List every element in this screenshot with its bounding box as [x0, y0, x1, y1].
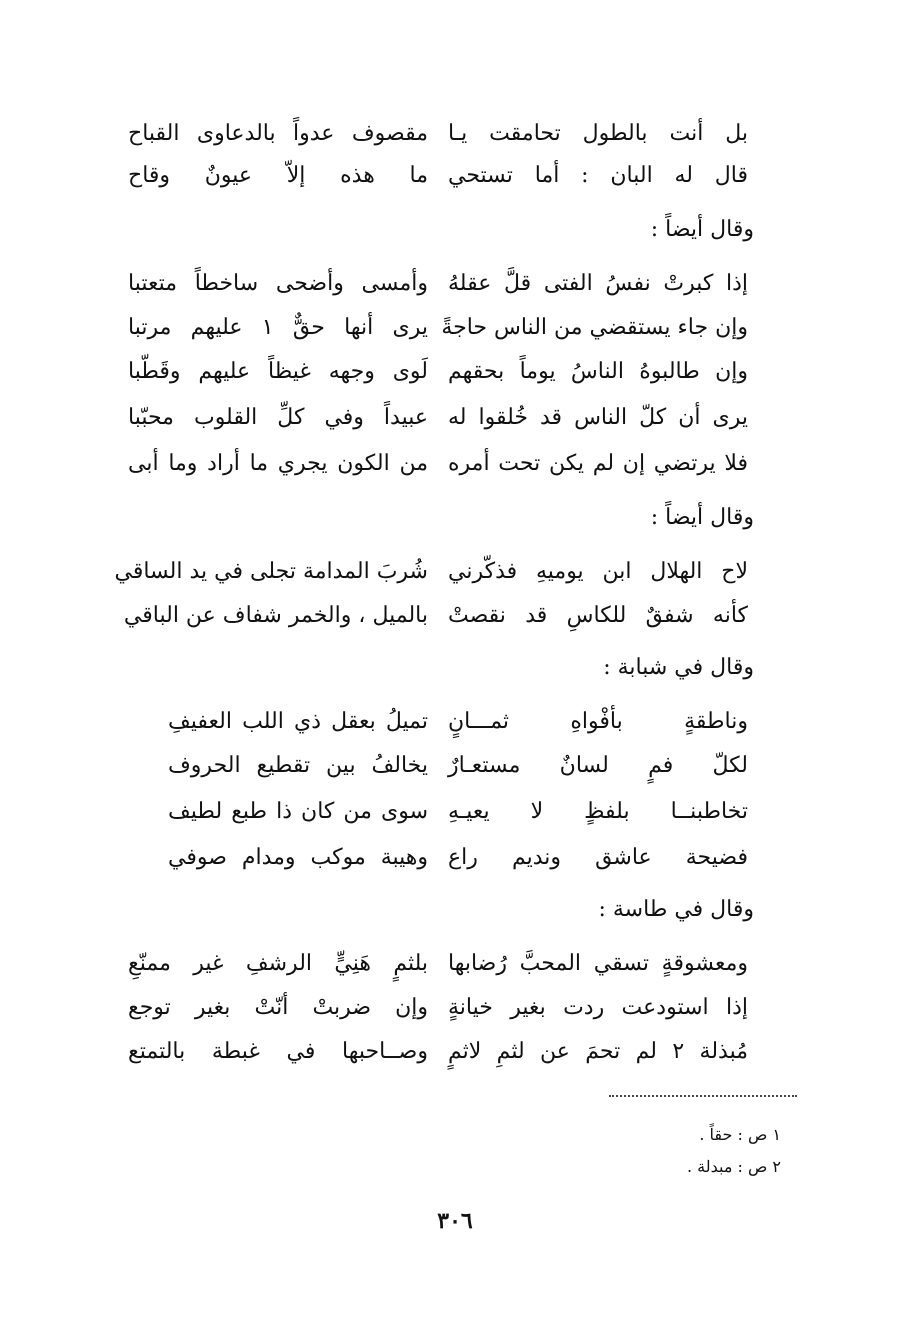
verse-line: [0, 748, 914, 788]
verse-line: [0, 794, 914, 834]
verse-second-hemistich: وأمسى وأضحى ساخطاً متعتبا: [128, 271, 428, 296]
verse-line: [0, 990, 914, 1030]
verse-second-hemistich: من الكون يجري ما أراد وما أبى: [128, 451, 428, 476]
verse-second-hemistich: شُربَ المدامة تجلى في يد الساقي: [114, 559, 428, 584]
verse-first-hemistich: وإن جاء يستقضي من الناس حاجةً: [441, 315, 748, 340]
footnote: ٢ ص : مبدلة .: [686, 1157, 781, 1176]
verse-first-hemistich: لكلّ فمٍ لسانٌ مستعـارٌ: [448, 753, 748, 778]
verse-first-hemistich: كأنه شفقٌ للكاسِ قد نقصتْ: [448, 603, 748, 628]
verse-second-hemistich: مقصوف عدواً بالدعاوى القباح: [128, 121, 428, 146]
verse-line: [0, 310, 914, 350]
verse-second-hemistich: ما هذه إلاّ عيونٌ وقاح: [128, 163, 428, 188]
verse-first-hemistich: تخاطبنــا بلفظٍ لا يعيـهِ: [448, 799, 748, 824]
section-heading: وقال في شبابة :: [603, 655, 754, 680]
verse-line: [0, 116, 914, 156]
section-heading: وقال أيضاً :: [650, 217, 754, 242]
verse-line: [0, 158, 914, 198]
footnote-separator: [609, 1095, 797, 1097]
verse-second-hemistich: يخالفُ بين تقطيع الحروف: [168, 753, 428, 778]
verse-line: [0, 598, 914, 638]
verse-first-hemistich: بل أنت بالطول تحامقت يـا: [448, 121, 748, 146]
verse-second-hemistich: بالميل ، والخمر شفاف عن الباقي: [123, 603, 428, 628]
verse-first-hemistich: إذا كبرتْ نفسُ الفتى قلَّ عقلهُ: [448, 271, 748, 296]
verse-second-hemistich: لَوى وجهه غيظاً عليهم وقَطّبا: [128, 359, 428, 384]
verse-second-hemistich: تميلُ بعقل ذي اللب العفيفِ: [168, 709, 428, 734]
verse-second-hemistich: سوى من كان ذا طبع لطيف: [168, 799, 428, 824]
verse-first-hemistich: فلا يرتضي إن لم يكن تحت أمره: [448, 451, 748, 476]
verse-second-hemistich: وهيبة موكب ومدام صوفي: [168, 845, 428, 870]
verse-second-hemistich: عبيداً وفي كلِّ القلوب محبّبا: [128, 405, 428, 430]
section-heading: وقال أيضاً :: [650, 505, 754, 530]
verse-second-hemistich: يرى أنها حقٌّ ١ عليهم مرتبا: [128, 315, 428, 340]
verse-second-hemistich: وصــاحبها في غبطة بالتمتع: [128, 1039, 428, 1064]
verse-line: [0, 840, 914, 880]
verse-line: [0, 266, 914, 306]
verse-first-hemistich: يرى أن كلّ الناس قد خُلقوا له: [448, 405, 748, 430]
verse-first-hemistich: إذا استودعت ردت بغير خيانةٍ: [448, 995, 748, 1020]
verse-line: [0, 554, 914, 594]
verse-first-hemistich: لاح الهلال ابن يوميهِ فذكّرني: [448, 559, 748, 584]
verse-first-hemistich: وناطقةٍ بأفْواهِ ثمـــانٍ: [448, 709, 748, 734]
footnote: ١ ص : حقاً .: [699, 1125, 781, 1144]
verse-first-hemistich: مُبذلة ٢ لم تحمَ عن لثمِ لاثمٍ: [448, 1039, 748, 1064]
section-heading: وقال في طاسة :: [598, 897, 754, 922]
verse-line: [0, 446, 914, 486]
verse-line: [0, 1034, 914, 1074]
verse-first-hemistich: ومعشوقةٍ تسقي المحبَّ رُضابها: [448, 951, 748, 976]
verse-first-hemistich: وإن طالبوهُ الناسُ يوماً بحقهم: [448, 359, 748, 384]
verse-first-hemistich: قال له البان : أما تستحي: [448, 163, 748, 188]
verse-line: [0, 354, 914, 394]
verse-first-hemistich: فضيحة عاشق ونديم راع: [448, 845, 748, 870]
verse-line: [0, 946, 914, 986]
page-number: ٣٠٦: [437, 1208, 473, 1234]
verse-line: [0, 400, 914, 440]
verse-second-hemistich: بلثمٍ هَنِيٍّ الرشفِ غير ممنّعِ: [128, 951, 428, 976]
verse-line: [0, 704, 914, 744]
verse-second-hemistich: وإن ضربتْ أنّتْ بغير توجع: [128, 995, 428, 1020]
